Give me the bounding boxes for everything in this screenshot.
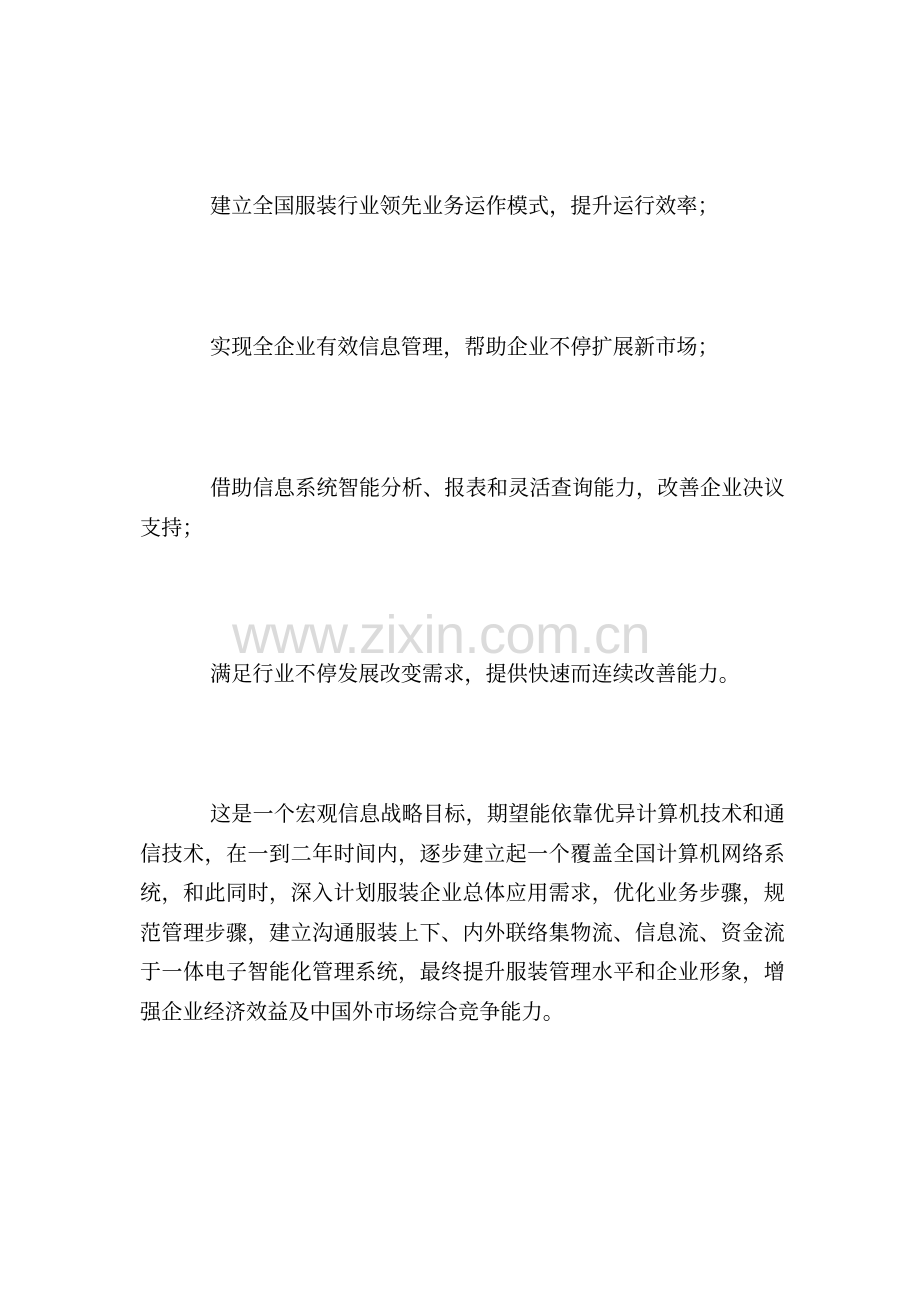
paragraph-goal-information-management: 实现全企业有效信息管理，帮助企业不停扩展新市场； [210, 335, 719, 359]
paragraph-strategy-summary: 这是一个宏观信息战略目标，期望能依靠优异计算机技术和通信技术，在一到二年时间内，逐步建立起一个覆盖全国计算机网络系统，和此同时，深入计划服装企业总体应用需求，优化业务步骤，规范管理步骤，建立沟通服装上下、内外联络集物流、信息流、资金流于一体电子智能化管理系统，最终提升服装管理水平和企业形象，增强企业经济效益及中国外市场综合竞争能力。 [140, 802, 785, 1024]
paragraph-goal-continuous-improvement: 满足行业不停发展改变需求，提供快速而连续改善能力。 [210, 662, 740, 686]
paragraph-goal-operation-model: 建立全国服装行业领先业务运作模式，提升运行效率； [210, 194, 719, 218]
watermark-text: www.zixin.com.cn [232, 605, 651, 665]
paragraph-goal-decision-support: 借助信息系统智能分析、报表和灵活查询能力，改善企业决议支持； [140, 476, 785, 540]
